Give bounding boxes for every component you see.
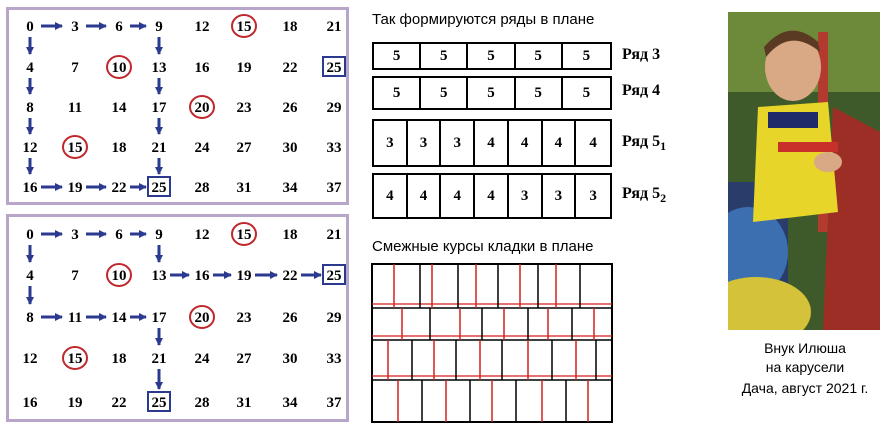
brick: 5 <box>374 44 421 68</box>
grid-number: 3 <box>71 227 79 243</box>
brick: 3 <box>374 121 408 165</box>
grid-number: 11 <box>67 100 83 116</box>
brick: 3 <box>441 121 475 165</box>
brick: 4 <box>475 121 509 165</box>
grid-number: 0 <box>26 227 34 243</box>
rows-heading: Так формируются ряды в плане <box>372 11 595 28</box>
brick: 5 <box>582 47 591 64</box>
grid-number: 16 <box>22 180 38 196</box>
grid-number: 26 <box>282 100 298 116</box>
brick: 5 <box>421 44 468 68</box>
grid-number: 6 <box>115 227 123 243</box>
grid-number: 19 <box>236 60 252 76</box>
grid-number: 29 <box>326 310 342 326</box>
grid-number: 4 <box>26 268 34 284</box>
brick-row-4 <box>372 76 612 110</box>
grid-number: 17 <box>151 100 167 116</box>
grid-number: 25 <box>151 180 167 196</box>
grid-number: 13 <box>151 60 167 76</box>
brick: 4 <box>475 175 509 217</box>
brick: 4 <box>509 121 543 165</box>
grid-number: 10 <box>111 60 127 76</box>
grid-number: 30 <box>282 140 298 156</box>
brick: 5 <box>374 78 421 108</box>
grid-number: 37 <box>326 395 342 411</box>
grid-number: 25 <box>326 60 342 76</box>
grid-number: 23 <box>236 100 252 116</box>
brick: 3 <box>543 175 577 217</box>
grid-number: 16 <box>194 268 210 284</box>
grid-number: 16 <box>194 60 210 76</box>
grid-number: 24 <box>194 351 210 367</box>
grid-number: 7 <box>71 60 79 76</box>
grid-number: 12 <box>22 351 38 367</box>
brick: 4 <box>408 175 442 217</box>
grid-number: 30 <box>282 351 298 367</box>
row-5-2-label: Ряд $5_2$ <box>622 185 667 206</box>
grid-number: 9 <box>155 19 163 35</box>
grid-number: 19 <box>236 268 252 284</box>
grid-number: 15 <box>67 140 83 156</box>
brick-row-5-2 <box>372 173 612 219</box>
photo-caption-line-2: на карусели <box>765 359 845 375</box>
grid-number: 14 <box>111 100 127 116</box>
grid-number: 22 <box>111 395 127 411</box>
grid-number: 8 <box>26 310 34 326</box>
grid-number: 33 <box>326 351 342 367</box>
grid-number: 21 <box>326 227 342 243</box>
grid-number: 18 <box>282 227 298 243</box>
grid-number: 18 <box>111 351 127 367</box>
brick-row-3 <box>372 42 612 70</box>
brick: 5 <box>421 78 468 108</box>
grid-number: 18 <box>111 140 127 156</box>
brick: 3 <box>509 175 543 217</box>
grid-number: 25 <box>151 395 167 411</box>
grid-number: 20 <box>194 100 210 116</box>
adjacent-courses-heading: Смежные курсы кладки в плане <box>372 238 594 255</box>
grid-number: 28 <box>194 395 210 411</box>
grid-number: 12 <box>22 140 38 156</box>
brick: 4 <box>441 175 475 217</box>
photo-child-on-carousel <box>728 12 880 330</box>
grid-number: 22 <box>282 268 298 284</box>
bottom-number-grid <box>9 217 346 419</box>
grid-number: 24 <box>194 140 210 156</box>
grid-number: 31 <box>236 395 252 411</box>
grid-number: 20 <box>194 310 210 326</box>
grid-number: 28 <box>194 180 210 196</box>
grid-number: 21 <box>151 140 167 156</box>
grid-number: 19 <box>67 395 83 411</box>
grid-number: 14 <box>111 310 127 326</box>
photo-caption-line-1: Внук Илюша <box>764 340 846 356</box>
brick: 4 <box>589 134 597 151</box>
photo-caption-line-3: Дача, август 2021 г. <box>741 380 869 396</box>
grid-number: 11 <box>67 310 83 326</box>
grid-number: 21 <box>326 19 342 35</box>
grid-number: 13 <box>151 268 167 284</box>
grid-number: 15 <box>236 19 252 35</box>
brick: 5 <box>468 78 515 108</box>
adjacent-courses-plan <box>370 262 614 424</box>
grid-number: 26 <box>282 310 298 326</box>
grid-number: 21 <box>151 351 167 367</box>
row-4-label: Ряд 4 <box>622 82 661 99</box>
grid-number: 12 <box>194 227 210 243</box>
brick: 5 <box>516 44 563 68</box>
grid-number: 15 <box>67 351 83 367</box>
brick: 4 <box>374 175 408 217</box>
grid-number: 27 <box>236 351 252 367</box>
grid-number: 22 <box>111 180 127 196</box>
grid-number: 15 <box>236 227 252 243</box>
brick: 5 <box>582 84 591 101</box>
grid-number: 22 <box>282 60 298 76</box>
grid-number: 17 <box>151 310 167 326</box>
brick: 3 <box>408 121 442 165</box>
grid-number: 7 <box>71 268 79 284</box>
grid-number: 29 <box>326 100 342 116</box>
grid-number: 34 <box>282 395 298 411</box>
grid-number: 12 <box>194 19 210 35</box>
grid-number: 34 <box>282 180 298 196</box>
row-5-1-label: Ряд $5_1$ <box>622 133 667 154</box>
brick: 5 <box>468 44 515 68</box>
grid-number: 23 <box>236 310 252 326</box>
brick-row-5-1 <box>372 119 612 167</box>
bottom-number-grid-panel <box>6 214 349 422</box>
top-number-grid <box>9 10 346 202</box>
grid-number: 4 <box>26 60 34 76</box>
grid-number: 8 <box>26 100 34 116</box>
grid-number: 19 <box>67 180 83 196</box>
grid-number: 31 <box>236 180 252 196</box>
grid-number: 27 <box>236 140 252 156</box>
top-number-grid-panel <box>6 7 349 205</box>
grid-number: 10 <box>111 268 127 284</box>
brick: 3 <box>589 187 597 204</box>
grid-number: 9 <box>155 227 163 243</box>
grid-number: 33 <box>326 140 342 156</box>
row-3-label: Ряд 3 <box>622 46 661 63</box>
grid-number: 18 <box>282 19 298 35</box>
grid-number: 6 <box>115 19 123 35</box>
grid-number: 0 <box>26 19 34 35</box>
brick: 4 <box>543 121 577 165</box>
grid-number: 37 <box>326 180 342 196</box>
grid-number: 16 <box>22 395 38 411</box>
brick: 5 <box>516 78 563 108</box>
grid-number: 25 <box>326 268 342 284</box>
grid-number: 3 <box>71 19 79 35</box>
